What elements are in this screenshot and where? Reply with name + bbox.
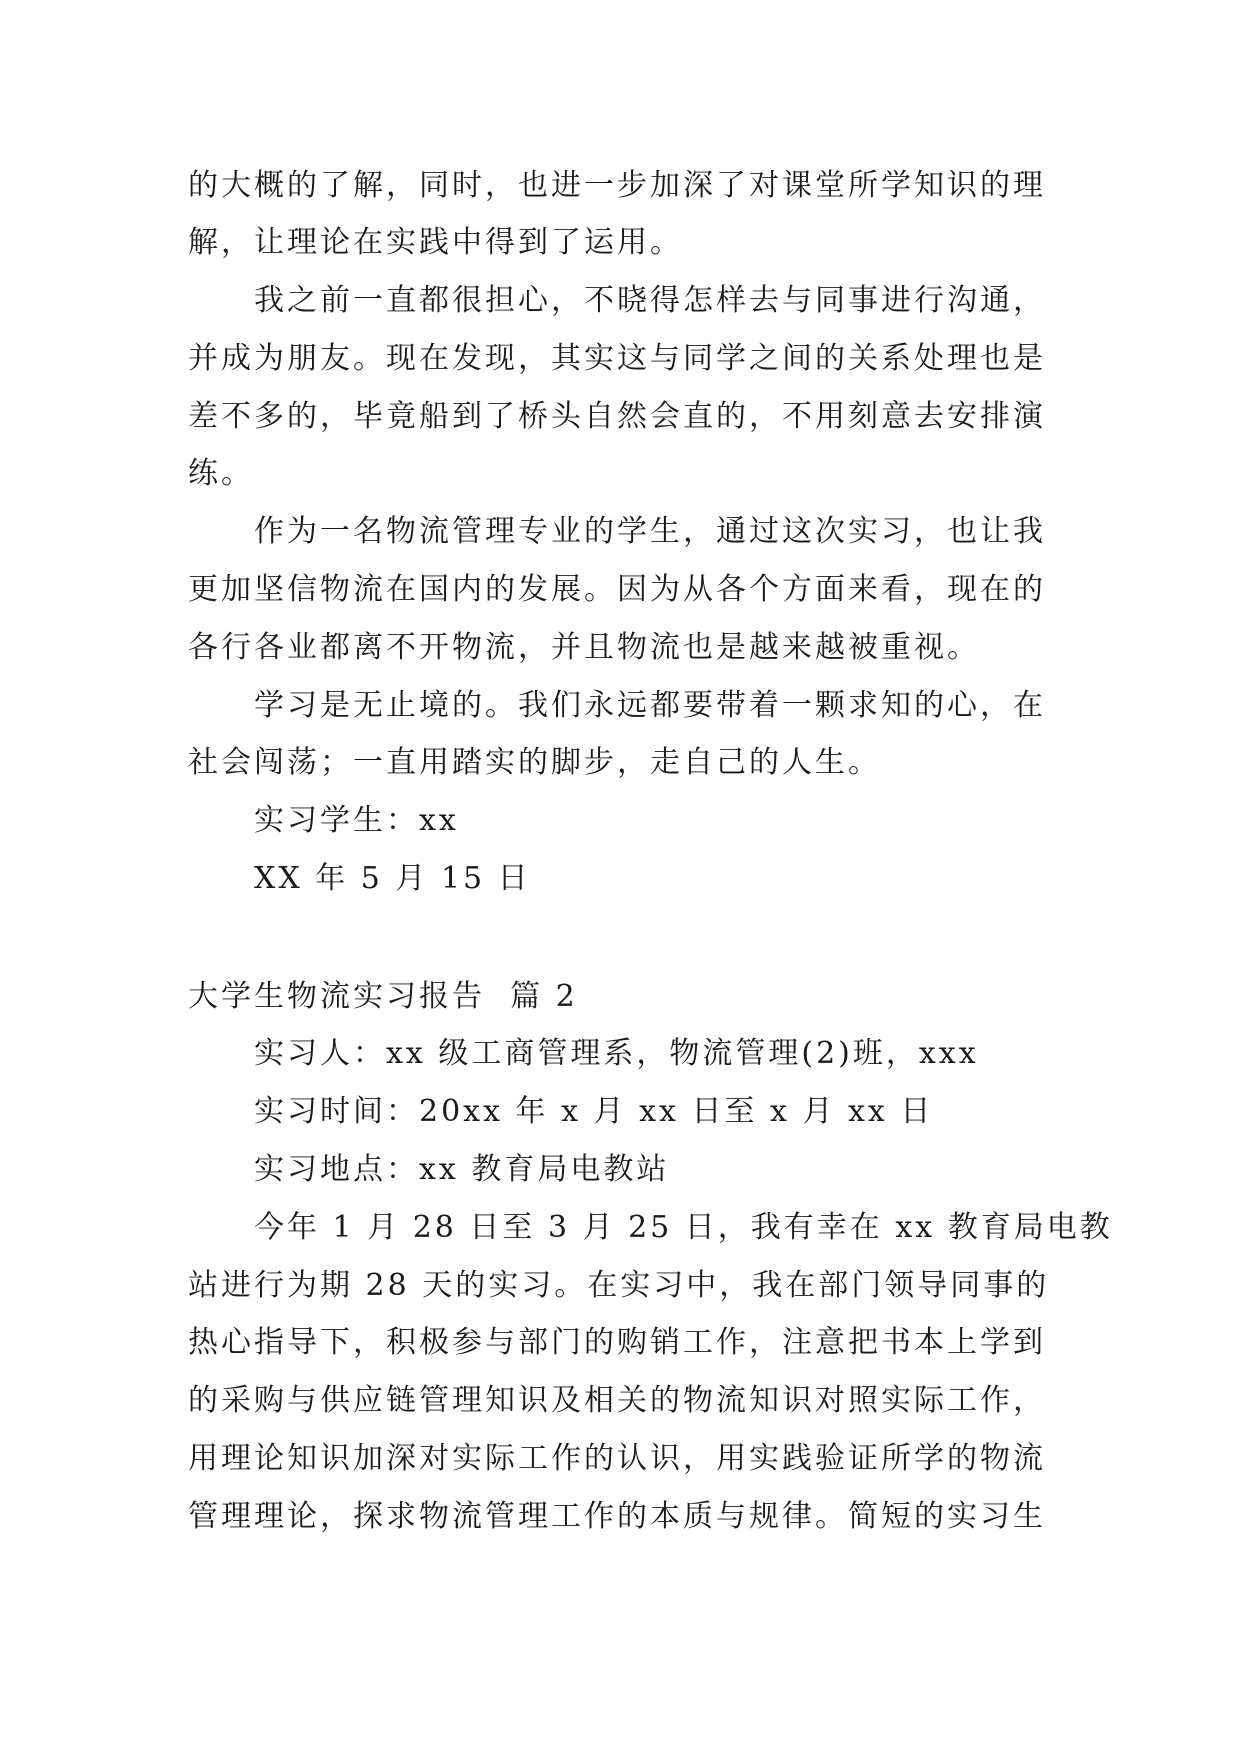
paragraph-line: 学习是无止境的。我们永远都要带着一颗求知的心，在: [254, 688, 1046, 723]
signature-student: 实习学生：xx: [254, 803, 459, 838]
info-intern: 实习人：xx 级工商管理系，物流管理(2)班，xxx: [254, 1036, 979, 1071]
paragraph-line: 社会闯荡；一直用踏实的脚步，走自己的人生。: [188, 745, 881, 780]
paragraph-line: 我之前一直都很担心，不晓得怎样去与同事进行沟通，: [254, 283, 1046, 318]
paragraph-line: 站进行为期 28 天的实习。在实习中，我在部门领导同事的: [188, 1268, 1050, 1303]
paragraph-line: 的大概的了解，同时，也进一步加深了对课堂所学知识的理: [188, 168, 1046, 203]
paragraph-line: 热心指导下，积极参与部门的购销工作，注意把书本上学到: [188, 1325, 1046, 1360]
paragraph-line: 解，让理论在实践中得到了运用。: [188, 225, 683, 260]
paragraph-line: 练。: [188, 456, 254, 491]
paragraph-line: 用理论知识加深对实际工作的认识，用实践验证所学的物流: [188, 1441, 1046, 1476]
info-time: 实习时间：20xx 年 x 月 xx 日至 x 月 xx 日: [254, 1094, 934, 1129]
section-heading: 大学生物流实习报告 篇 2: [188, 979, 578, 1014]
signature-date: XX 年 5 月 15 日: [254, 861, 531, 896]
paragraph-line: 的采购与供应链管理知识及相关的物流知识对照实际工作，: [188, 1383, 1046, 1418]
info-location: 实习地点：xx 教育局电教站: [254, 1152, 670, 1187]
paragraph-line: 作为一名物流管理专业的学生，通过这次实习，也让我: [254, 514, 1046, 549]
paragraph-line: 差不多的，毕竟船到了桥头自然会直的，不用刻意去安排演: [188, 399, 1046, 434]
paragraph-line: 并成为朋友。现在发现，其实这与同学之间的关系处理也是: [188, 341, 1046, 376]
paragraph-line: 管理理论，探求物流管理工作的本质与规律。简短的实习生: [188, 1499, 1046, 1534]
paragraph-line: 今年 1 月 28 日至 3 月 25 日，我有幸在 xx 教育局电教: [254, 1210, 1113, 1245]
paragraph-line: 各行各业都离不开物流，并且物流也是越来越被重视。: [188, 630, 980, 665]
paragraph-line: 更加坚信物流在国内的发展。因为从各个方面来看，现在的: [188, 572, 1046, 607]
